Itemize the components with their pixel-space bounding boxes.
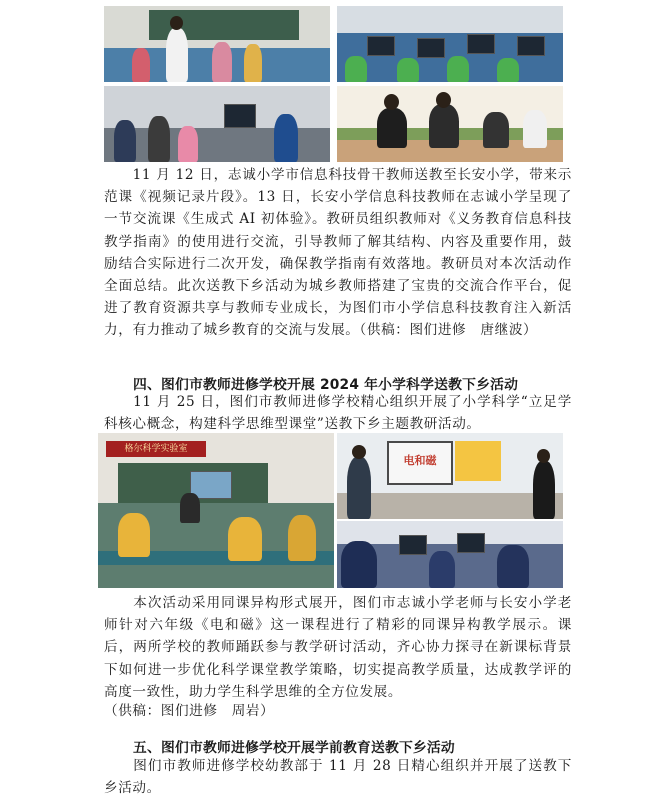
paragraph-science-activity: 本次活动采用同课异构形式展开，图们市志诚小学老师与长安小学老师针对六年级《电和磁》这一课程进行了精彩的同课异构教学展示。课后，两所学校的教师踊跃参与教学研讨活动，齐心协力探寻在新课标背景下如何进一步优化科学课堂教学策略，切实提高教学质量，达成教学评的高度一致性，助力学生科学思维的全方位发展。 bbox=[104, 595, 572, 700]
paragraph-science-intro: 11 月 25 日，图们市教师进修学校精心组织开展了小学科学“立足学科核心概念，构建科学思维型课堂”送教下乡主题教研活动。 bbox=[104, 394, 572, 433]
paragraph-info-tech-exchange: 11 月 12 日，志诚小学市信息科技骨干教师送教至长安小学，带来示范课《视频记录片段》。13 日，长安小学信息科技教师在志诚小学呈现了一节交流课《生成式 AI 初体验》。教研员组织教师对《义务教育信息科技教学指南》的使用进行交流，引导教师了解其结构、内容及重要作用，鼓励结合实际进行二次开发，确保教学指南有效落地。教研员对本次活动作全面总结。此次送教下乡活动为城乡教师搭建了宝贵的交流合作平台，促进了教育资源共享与教师专业成长，为图们市小学信息科技教育注入新活力，有力推动了城乡教育的交流与发展。（供稿：图们进修 唐继波） bbox=[104, 167, 572, 339]
photo-teacher-demonstration bbox=[104, 6, 330, 82]
classroom-banner: 格尔科学实验室 bbox=[106, 441, 206, 457]
photo-students-with-laptops bbox=[337, 521, 563, 588]
paragraph-preschool-intro: 图们市教师进修学校幼教部于 11 月 28 日精心组织并开展了送教下乡活动。 bbox=[104, 758, 572, 797]
photo-teacher-meeting bbox=[337, 86, 563, 162]
photo-teacher-presenting-electromagnetism bbox=[337, 433, 563, 519]
slide-screen: 电和磁 bbox=[387, 441, 453, 485]
credit-science: （供稿：图们进修 周岩） bbox=[104, 703, 275, 719]
photo-computer-lab-students bbox=[337, 6, 563, 82]
section-heading-4: 四、图们市教师进修学校开展 2024 年小学科学送教下乡活动 bbox=[133, 377, 519, 393]
section-heading-5: 五、图们市教师进修学校开展学前教育送教下乡活动 bbox=[133, 740, 455, 756]
photo-science-classroom bbox=[98, 433, 334, 588]
photo-teachers-observing bbox=[104, 86, 330, 162]
